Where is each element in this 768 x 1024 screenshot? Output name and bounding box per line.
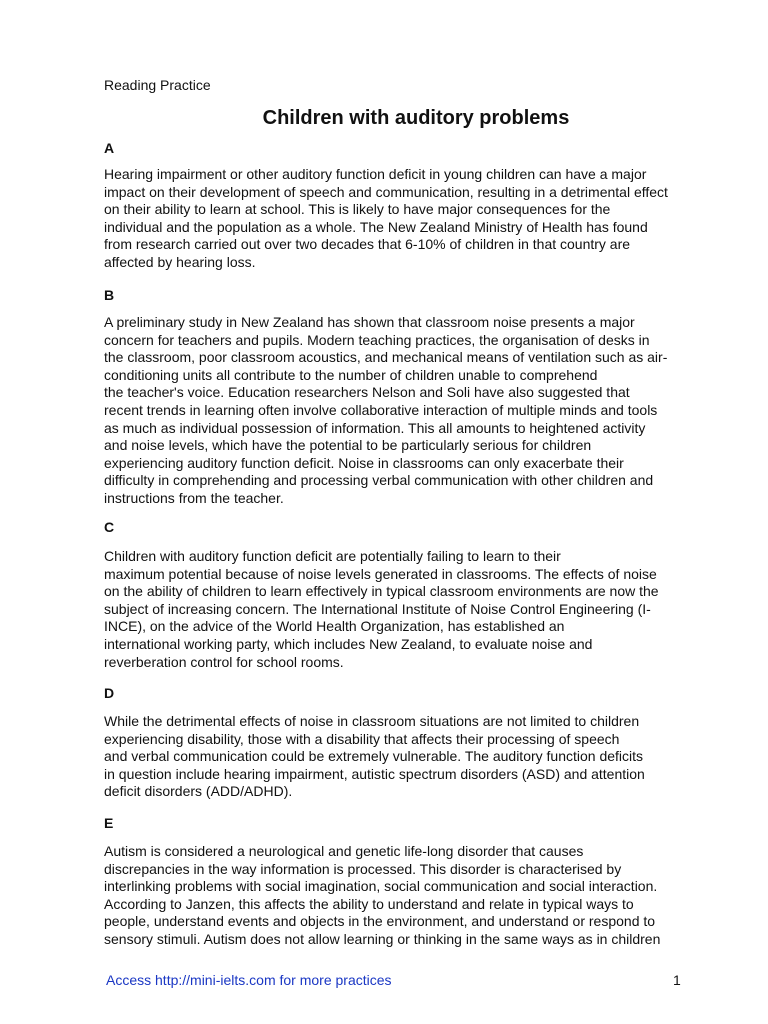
- section-paragraph-b: [104, 314, 740, 508]
- text-line: A preliminary study in New Zealand has shown that classroom noise presents a major: [104, 314, 635, 330]
- section-paragraph-c: [104, 548, 740, 671]
- text-line: the classroom, poor classroom acoustics, and mechanical means of ventilation such as air-: [104, 349, 668, 366]
- section-paragraph-d: [104, 713, 740, 801]
- section-heading-b: B: [104, 287, 115, 303]
- section-paragraph-a: [104, 166, 740, 272]
- text-line: Autism is considered a neurological and genetic life-long disorder that causes: [104, 843, 584, 859]
- text-line: people, understand events and objects in the environment, and understand or respond to: [104, 913, 656, 930]
- text-line: experiencing disability, those with a disability that affects their processing of speech: [104, 730, 620, 747]
- text-line: Hearing impairment or other auditory function deficit in young children can have a major: [104, 166, 647, 182]
- text-line: individual and the population as a whole. The New Zealand Ministry of Health has found: [104, 218, 648, 235]
- section-heading-e: E: [104, 815, 114, 831]
- text-line: and verbal communication could be extremely vulnerable. The auditory function deficits: [104, 748, 644, 765]
- text-line: maximum potential because of noise levels generated in classrooms. The effects of noise: [104, 565, 657, 582]
- text-line: affected by hearing loss.: [104, 253, 256, 270]
- section-heading-a: A: [104, 140, 115, 156]
- text-line: and noise levels, which have the potential to be particularly serious for children: [104, 437, 592, 454]
- text-line: instructions from the teacher.: [104, 489, 284, 506]
- section-paragraph-e: [104, 843, 740, 949]
- text-line: Children with auditory function deficit are potentially failing to learn to their: [104, 548, 561, 564]
- text-line: in question include hearing impairment, autistic spectrum disorders (ASD) and attention: [104, 765, 645, 782]
- footer-practice-link[interactable]: Access http://mini-ielts.com for more practices: [106, 972, 392, 988]
- text-line: While the detrimental effects of noise in classroom situations are not limited to children: [104, 713, 640, 729]
- text-line: as much as individual possession of information. This all amounts to heightened activity: [104, 419, 646, 436]
- text-line: INCE), on the advice of the World Health Organization, has established an: [104, 618, 565, 635]
- section-heading-c: C: [104, 519, 115, 535]
- text-line: difficulty in comprehending and processing verbal communication with other children and: [104, 472, 654, 489]
- text-line: recent trends in learning often involve collaborative interaction of multiple minds and tools: [104, 401, 658, 418]
- text-line: international working party, which includes New Zealand, to evaluate noise and: [104, 635, 593, 652]
- text-line: on their ability to learn at school. This is likely to have major consequences for the: [104, 201, 611, 218]
- text-line: conditioning units all contribute to the number of children unable to comprehend: [104, 366, 598, 383]
- text-line: reverberation control for school rooms.: [104, 653, 344, 670]
- text-line: According to Janzen, this affects the ability to understand and relate in typical ways to: [104, 895, 634, 912]
- text-line: experiencing auditory function deficit. Noise in classrooms can only exacerbate their: [104, 454, 624, 471]
- document-title: Children with auditory problems: [262, 107, 570, 129]
- text-line: the teacher's voice. Education researchers Nelson and Soli have also suggested that: [104, 384, 630, 401]
- document-kicker: Reading Practice: [104, 77, 211, 93]
- text-line: on the ability of children to learn effectively in typical classroom environments are now the: [104, 583, 659, 600]
- text-line: interlinking problems with social imagination, social communication and social interaction.: [104, 878, 658, 895]
- text-line: deficit disorders (ADD/ADHD).: [104, 783, 293, 800]
- text-line: sensory stimuli. Autism does not allow learning or thinking in the same ways as in children: [104, 930, 661, 947]
- text-line: concern for teachers and pupils. Modern teaching practices, the organisation of desks in: [104, 331, 650, 348]
- page-number: 1: [673, 972, 681, 988]
- text-line: subject of increasing concern. The International Institute of Noise Control Engineering (I-: [104, 600, 651, 617]
- text-line: impact on their development of speech and communication, resulting in a detrimental effect: [104, 183, 668, 200]
- text-line: discrepancies in the way information is processed. This disorder is characterised by: [104, 860, 622, 877]
- text-line: from research carried out over two decades that 6-10% of children in that country are: [104, 236, 631, 253]
- section-heading-d: D: [104, 685, 115, 701]
